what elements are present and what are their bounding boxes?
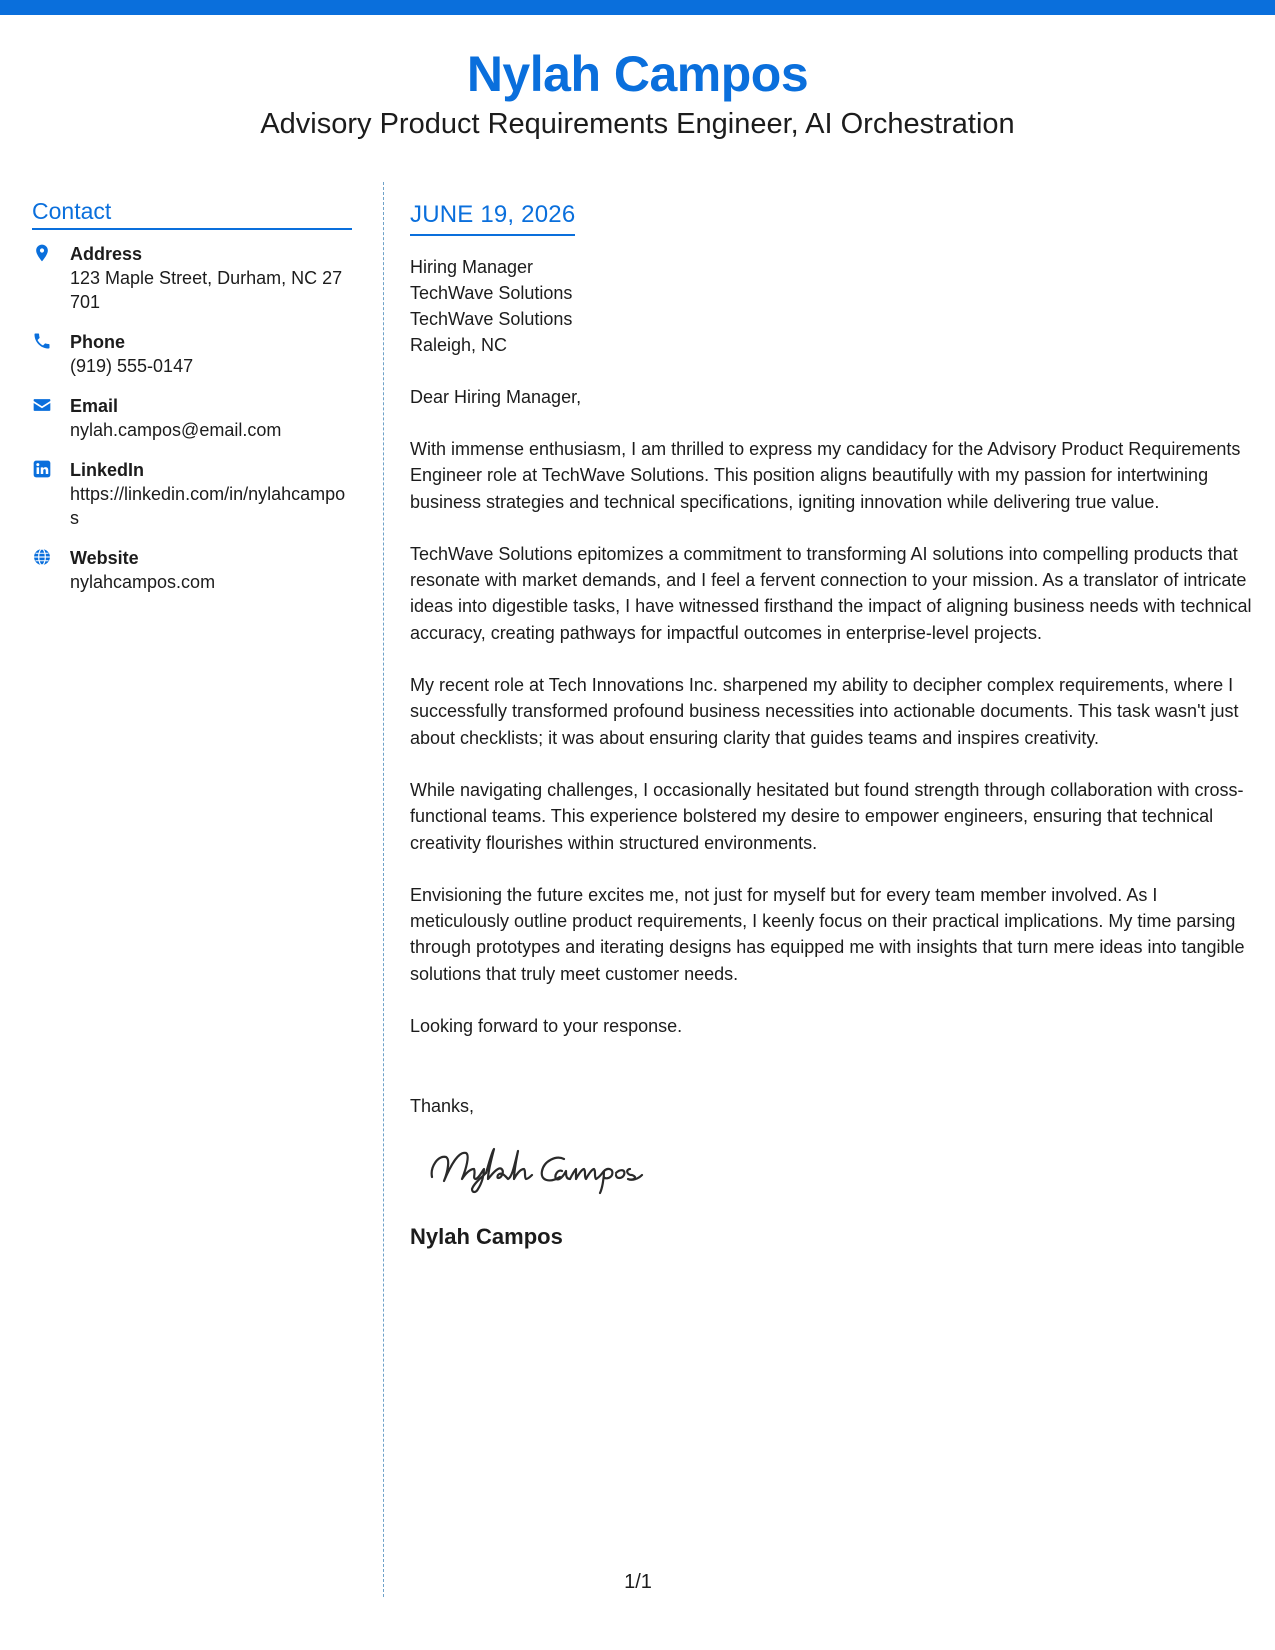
signer-name: Nylah Campos bbox=[410, 1224, 563, 1250]
contact-value-website[interactable]: nylahcampos.com bbox=[70, 572, 216, 592]
signoff: Thanks, bbox=[410, 1096, 475, 1117]
handwritten-signature bbox=[426, 1137, 666, 1197]
contact-item-address bbox=[32, 242, 352, 314]
contact-item-linkedin bbox=[32, 458, 352, 530]
recipient-line: TechWave Solutions bbox=[410, 283, 573, 303]
contact-value-linkedin[interactable]: https://linkedin.com/in/nylahcampos bbox=[70, 484, 346, 528]
closing-line: Looking forward to your response. bbox=[410, 1016, 683, 1037]
phone-icon bbox=[32, 331, 56, 355]
contact-label: Phone bbox=[70, 332, 126, 352]
envelope-icon bbox=[32, 395, 56, 419]
body-paragraph: TechWave Solutions epitomizes a commitment to transforming AI solutions into compelling products that resonate with market demands, and I feel a fervent connection to your mission. As a translator of intricate ideas into digestible tasks, I have witnessed firsthand the impact of aligning business needs with technical accuracy, creating pathways for impactful outcomes in enterprise-level projects. bbox=[410, 543, 1252, 643]
column-divider bbox=[383, 182, 384, 1597]
applicant-job-title: Advisory Product Requirements Engineer, AI Orchestration bbox=[260, 108, 1015, 140]
contact-label: LinkedIn bbox=[70, 460, 145, 480]
map-pin-icon bbox=[32, 243, 56, 267]
contact-item-website bbox=[32, 546, 352, 594]
body-paragraph: While navigating challenges, I occasionally hesitated but found strength through collaboration with cross-functional teams. This experience bolstered my desire to empower engineers, ensuring that technical creativity flourishes within structured environments. bbox=[410, 779, 1244, 853]
contact-item-phone bbox=[32, 330, 352, 378]
contact-label: Email bbox=[70, 396, 119, 416]
linkedin-icon bbox=[32, 459, 56, 483]
contact-sidebar bbox=[32, 196, 352, 610]
top-accent-bar bbox=[0, 0, 1275, 15]
letter-header bbox=[0, 44, 1275, 142]
recipient-line: TechWave Solutions bbox=[410, 309, 573, 329]
body-paragraph: My recent role at Tech Innovations Inc. sharpened my ability to decipher complex requirements, where I successfully transformed profound business necessities into actionable documents. This task wasn't just about checklists; it was about ensuring clarity that guides teams and inspires creativity. bbox=[410, 675, 1239, 748]
letter-body bbox=[410, 200, 1260, 1251]
applicant-name: Nylah Campos bbox=[466, 46, 809, 102]
contact-list bbox=[32, 242, 352, 594]
body-paragraph: Envisioning the future excites me, not just for myself but for every team member involved. As I meticulously outline product requirements, I keenly focus on their practical implications. My time parsing through prototypes and iterating designs has equipped me with insights that turn mere ideas into tangible solutions that truly meet customer needs. bbox=[410, 884, 1245, 984]
contact-value-email: nylah.campos@email.com bbox=[70, 420, 282, 440]
body-paragraph: With immense enthusiasm, I am thrilled to express my candidacy for the Advisory Product Requirements Engineer role at TechWave Solutions. This position aligns beautifully with my passion for intertwining business strategies and technical specifications, igniting innovation while delivering true value. bbox=[410, 439, 1241, 512]
greeting: Dear Hiring Manager, bbox=[410, 387, 582, 407]
recipient-block bbox=[410, 254, 1260, 358]
contact-value-phone: (919) 555-0147 bbox=[70, 356, 194, 376]
page-number: 1/1 bbox=[624, 1571, 652, 1593]
globe-icon bbox=[32, 547, 56, 571]
date-block bbox=[410, 200, 575, 236]
contact-item-email bbox=[32, 394, 352, 442]
letter-date: JUNE 19, 2026 bbox=[410, 201, 576, 228]
contact-label: Address bbox=[70, 244, 143, 264]
recipient-line: Raleigh, NC bbox=[410, 335, 508, 355]
contact-label: Website bbox=[70, 548, 139, 568]
recipient-line: Hiring Manager bbox=[410, 257, 534, 277]
contact-value-address: 123 Maple Street, Durham, NC 27701 bbox=[70, 268, 343, 312]
contact-section-title: Contact bbox=[32, 196, 352, 230]
